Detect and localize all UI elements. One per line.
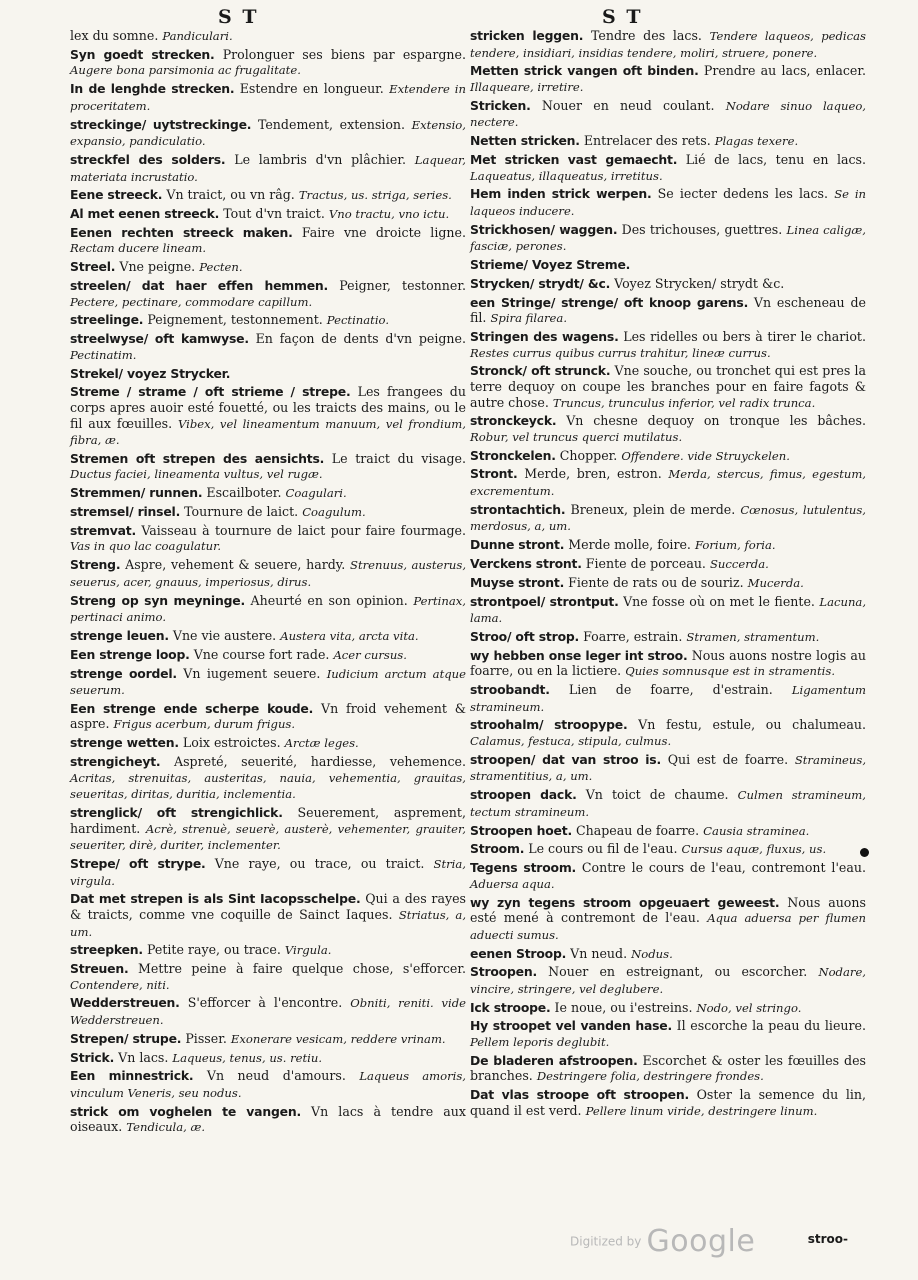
latin-gloss: Augere bona parsimonia ac frugalitate. [70,63,301,78]
watermark-prefix: Digitized by [570,1234,642,1249]
headword: Stront. [470,466,518,482]
dictionary-entry [70,593,466,626]
headword: Strieme/ Voyez Streme. [470,257,631,273]
dictionary-entry [70,628,466,645]
headword: Muyse stront. [470,574,565,590]
dictionary-entry [470,823,866,840]
headword: Streng. [70,557,121,573]
dictionary-entry [470,363,866,411]
latin-gloss: Virgula. [284,943,332,958]
french-gloss: Faire vne droicte ligne. [301,224,466,240]
latin-gloss: Exonerare vesicam, reddere vrinam. [230,1031,446,1046]
dictionary-entry [470,895,866,944]
french-gloss: Tendement, extension. [257,116,406,132]
dictionary-entry [70,995,466,1028]
headword: strenge oordel. [70,665,177,681]
headword: Met stricken vast gemaecht. [470,151,678,167]
headword: Stronck/ oft strunck. [470,363,611,379]
french-gloss: Foarre, estrain. [583,628,683,644]
latin-gloss: Culmen stramineum, tectum stramineum. [470,788,866,819]
latin-gloss: Pecten. [199,260,243,275]
header-left: S T [218,6,259,28]
latin-gloss: Stria, virgula. [70,856,466,888]
french-gloss: Se iecter dedens les lacs. [657,186,829,202]
headword: stroopen dack. [470,787,577,803]
latin-gloss: Stramen, stramentum. [686,629,820,644]
french-gloss: Entrelacer des rets. [583,133,711,149]
dictionary-entry [70,504,466,521]
latin-gloss: Destringere folia, destringere frondes. [536,1069,764,1084]
latin-gloss: Lacuna, lama. [470,594,867,626]
headword: strick om voghelen te vangen. [70,1103,301,1119]
latin-gloss: Acer cursus. [333,647,407,662]
french-gloss: Merde, bren, estron. [524,466,662,482]
headword: Tegens stroom. [470,860,577,876]
french-gloss: Lié de lacs, tenu en lacs. [685,151,866,167]
french-gloss: Vn neud d'amours. [206,1068,346,1084]
latin-gloss: Nodo, vel stringo. [696,1000,802,1015]
french-gloss: Aspre, vehement & seuere, hardy. [125,557,346,573]
latin-gloss: Extensio, expansio, pandiculatio. [70,117,466,149]
french-gloss: Contre le cours de l'eau, contremont l'eau. [581,860,866,876]
headword: strenglick/ oft strengichlick. [70,805,283,820]
dictionary-entry [470,575,866,592]
headword: Stroopen hoet. [470,822,572,838]
header-right: S T [602,6,643,28]
headword: Dat vlas stroope oft stroopen. [470,1087,689,1103]
latin-gloss: Tractus, us. striga, series. [298,188,452,203]
headword: streckinge/ uytstreckinge. [70,116,252,132]
headword: Verckens stront. [470,556,582,571]
french-gloss: Voyez Strycken/ strydt &c. [614,275,785,291]
latin-gloss: Laqueus amoris, vinculum Veneris, seu nodus. [70,1069,466,1100]
latin-gloss: Coagulum. [302,505,366,520]
dictionary-entry [470,329,866,361]
headword: In de lenghde strecken. [70,81,235,97]
dictionary-entry [470,752,866,785]
french-gloss: Qui a des rayes & traicts, comme vne coquille de Sainct Iaques. [70,891,466,922]
latin-gloss: Spira filarea. [490,311,568,326]
headword: Hy stroopet vel vanden hase. [470,1018,673,1034]
dictionary-entry [470,295,866,327]
french-gloss: Il escorche la peau du lieure. [676,1018,866,1034]
headword: De bladeren afstroopen. [470,1052,638,1068]
latin-gloss: Plagas texere. [714,134,799,149]
latin-gloss: Vibex, vel lineamentum manuum, vel frondium, fibra, æ. [70,416,466,448]
dictionary-entry [470,28,866,61]
latin-gloss: Pertinax, pertinaci animo. [70,593,466,625]
french-gloss: Vne vie austere. [172,627,277,643]
french-gloss: Les frangees du corps apres auoir esté fouetté, ou les traicts des mains, ou le fil aux fœuilles. [70,384,466,431]
headword: strenge leuen. [70,627,169,643]
dictionary-entry [70,1104,466,1136]
latin-gloss: Arctæ leges. [284,736,359,751]
headword: stroobandt. [470,682,550,698]
latin-gloss: Restes currus quibus currus trahitur, lineæ currus. [470,345,771,360]
french-gloss: Aspreté, seuerité, hardiesse, vehemence. [173,754,466,770]
french-gloss: Oster la semence du lin, quand il est verd. [470,1087,867,1118]
headword: Hem inden strick werpen. [470,186,652,202]
dictionary-entry [70,206,466,223]
latin-gloss: Cursus aquæ, fluxus, us. [681,842,827,857]
dictionary-entry [470,502,866,535]
latin-gloss: Nodare sinuo laqueo, nectere. [470,98,866,130]
dictionary-entry [470,629,866,646]
latin-gloss: Striatus, a, um. [70,907,466,939]
french-gloss: Nous auons nostre logis au foarre, ou en la lictiere. [470,647,866,679]
headword: Strick. [70,1049,115,1065]
french-gloss: Pisser. [185,1030,227,1046]
headword: Ick stroope. [470,999,551,1015]
latin-gloss: Nodus. [631,946,673,961]
latin-gloss: Pandiculari. [162,29,233,43]
dictionary-entry [70,28,466,45]
dictionary-entry [70,366,466,383]
dictionary-entry [70,557,466,590]
dictionary-entry [470,1000,866,1017]
catchword: stroo- [807,1232,848,1246]
dictionary-entry [470,222,866,255]
french-gloss: Vne course fort rade. [193,646,330,662]
running-header [0,6,918,28]
french-gloss: Escorchet & oster les fœuilles des branches. [470,1052,866,1084]
headword: strengicheyt. [70,754,161,770]
headword: Stroom. [470,841,525,857]
latin-gloss: Laqueus, tenus, us. retiu. [172,1050,323,1065]
dictionary-entry [470,946,866,963]
dictionary-entry [70,47,466,79]
headword: Stremen oft strepen des aensichts. [70,450,325,466]
french-gloss: Aheurté en son opinion. [250,592,408,608]
french-gloss: Vne souche, ou tronchet qui est pres la terre dequoy on coupe les branches pour en faire fagots & autre chose. [470,363,866,410]
french-gloss: Prolonguer ses biens par espargne. [222,46,466,62]
latin-gloss: Aduersa aqua. [470,876,555,891]
latin-gloss: Mucerda. [747,575,804,590]
latin-gloss: Tendicula, æ. [126,1120,206,1135]
latin-gloss: Stramineus, stramentitius, a, um. [470,752,866,784]
headword: Streel. [70,259,116,275]
french-gloss: Vne fosse où on met le fiente. [623,593,815,609]
french-gloss: Vn lacs à tendre aux oiseaux. [70,1103,466,1135]
french-gloss: Vn escheneau de fil. [470,294,866,326]
headword: streelwyse/ oft kamwyse. [70,331,249,347]
dictionary-entry [470,787,866,820]
headword: stroohalm/ stroopype. [470,717,628,733]
french-gloss: Vn toict de chaume. [585,787,729,803]
dictionary-entry [470,152,866,184]
headword: streepken. [70,942,143,958]
french-gloss: Chapeau de foarre. [575,822,700,838]
french-gloss: Vaisseau à tournure de laict pour faire fourmage. [141,522,466,538]
right-column [470,28,866,1122]
latin-gloss: Rectam ducere lineam. [70,241,207,256]
dictionary-entry [470,1053,866,1085]
french-gloss: Tournure de laict. [184,504,299,520]
french-gloss: Le traict du visage. [331,450,466,466]
headword: Streuen. [70,961,129,977]
dictionary-entry [70,81,466,114]
headword: Netten stricken. [470,133,580,149]
french-gloss: En façon de dents d'vn peigne. [255,331,466,347]
latin-gloss: Merda, stercus, fimus, egestum, excrementum. [470,467,866,499]
dictionary-entry [70,701,466,733]
headword: Dunne stront. [470,537,565,553]
latin-gloss: Ductus faciei, lineamenta vultus, vel rugæ. [70,467,323,482]
headword: eenen Stroop. [470,945,567,961]
latin-gloss: Coagulari. [285,486,347,501]
french-gloss: S'efforcer à l'encontre. [187,995,343,1011]
latin-gloss: Pellem leporis deglubit. [470,1035,610,1050]
headword: stremsel/ rinsel. [70,504,181,520]
dictionary-entry [470,717,866,749]
latin-gloss: Aqua aduersa per flumen aduecti sumus. [470,911,866,942]
french-gloss: Tendre des lacs. [590,28,702,43]
latin-gloss: Nodare, vincire, stringere, vel deglubere. [470,965,866,996]
dictionary-entry [470,276,866,293]
latin-gloss: Pellere linum viride, destringere linum. [585,1103,818,1118]
dictionary-entry [70,485,466,502]
dictionary-entry [70,666,466,699]
dictionary-entry [470,186,866,219]
headword: Streng op syn meyninge. [70,592,245,608]
headword: stremvat. [70,522,136,538]
french-gloss: Loix estroictes. [182,735,281,751]
latin-gloss: Acritas, strenuitas, austeritas, nauia, vehementia, grauitas, seueritas, diritas, duritia, inclementia. [70,770,466,802]
dictionary-entry [70,451,466,483]
headword: streelinge. [70,312,144,328]
latin-gloss: Succerda. [709,557,769,571]
dictionary-entry [70,1050,466,1067]
french-gloss: Estendre en longueur. [239,81,384,97]
french-gloss: Le lambris d'vn plâchier. [234,151,406,167]
latin-gloss: Truncus, trunculus inferior, vel radix trunca. [552,395,816,410]
latin-gloss: Robur, vel truncus querci mutilatus. [470,429,683,444]
dictionary-entry [470,466,866,499]
french-gloss: Chopper. [559,447,618,463]
latin-gloss: Quies somnusque est in stramentis. [625,664,836,679]
headword: Stroopen. [470,964,537,980]
headword: wy zyn tegens stroom opgeuaert geweest. [470,894,780,910]
latin-gloss: Calamus, festuca, stipula, culmus. [470,734,672,749]
french-gloss: Qui est de foarre. [667,751,789,767]
dictionary-entry [70,312,466,329]
latin-gloss: Pectere, pectinare, commodare capillum. [70,294,313,309]
headword: Strekel/ voyez Strycker. [70,365,231,381]
latin-gloss: Se in laqueos inducere. [470,187,867,218]
french-gloss: Nouer en neud coulant. [541,97,715,113]
french-gloss: Escailboter. [206,485,282,501]
latin-gloss: Laquear, materiata incrustatio. [70,152,466,184]
dictionary-entry [470,98,866,131]
headword: Al met eenen streeck. [70,206,220,222]
french-gloss: lex du somne. [70,28,159,43]
dictionary-entry [470,860,866,892]
latin-gloss: Linea caligæ, fasciæ, perones. [470,222,866,254]
latin-gloss: Pectinatio. [326,313,390,328]
dictionary-entry [70,187,466,204]
french-gloss: Fiente de porceau. [585,556,706,571]
dictionary-entry [70,1068,466,1101]
headword: Een minnestrick. [70,1068,194,1084]
headword: Syn goedt strecken. [70,46,215,62]
dictionary-entry [470,448,866,465]
dictionary-entry [70,384,466,448]
dictionary-entry [70,942,466,959]
french-gloss: Vn festu, estule, ou chalumeau. [638,717,866,733]
french-gloss: Peigner, testonner. [339,278,466,293]
dictionary-entry [70,647,466,664]
french-gloss: Breneux, plein de merde. [570,501,736,517]
latin-gloss: Vas in quo lac coagulatur. [70,539,222,554]
dictionary-entry [470,413,866,445]
headword: Wedderstreuen. [70,995,180,1011]
headword: streelen/ dat haer effen hemmen. [70,278,329,293]
headword: Stremmen/ runnen. [70,485,203,501]
latin-gloss: Laqueatus, illaqueatus, irretitus. [470,168,663,183]
dictionary-entry [70,523,466,555]
french-gloss: Mettre peine à faire quelque chose, s'efforcer. [137,961,466,977]
dictionary-entry [70,856,466,889]
french-gloss: Vn neud. [570,945,628,961]
french-gloss: Peignement, testonnement. [147,312,323,328]
latin-gloss: Iudicium arctum atque seuerum. [70,666,466,698]
headword: streckfel des solders. [70,151,226,167]
dictionary-entry [470,1087,866,1119]
dictionary-entry [470,841,866,858]
latin-gloss: Contendere, niti. [70,977,170,992]
latin-gloss: Frigus acerbum, durum frigus. [113,717,296,732]
dictionary-entry [470,648,866,680]
headword: Stringen des wagens. [470,328,619,344]
dictionary-entry [470,682,866,715]
headword: wy hebben onse leger int stroo. [470,647,688,663]
dictionary-entry [70,735,466,752]
dictionary-entry [470,964,866,997]
french-gloss: Le cours ou fil de l'eau. [528,841,678,857]
french-gloss: Ie noue, ou i'estreins. [554,999,693,1015]
french-gloss: Vn chesne dequoy on tronque les bâches. [566,413,866,429]
french-gloss: Lien de foarre, d'estrain. [568,682,773,698]
dictionary-entry [470,594,866,627]
latin-gloss: Causia straminea. [703,823,810,838]
dictionary-entry [70,152,466,185]
french-gloss: Vne raye, ou trace, ou traict. [214,855,425,871]
dictionary-entry [470,133,866,150]
french-gloss: Nous auons esté mené à contremont de l'eau. [470,894,866,926]
french-gloss: Vn froid vehement & aspre. [70,700,466,732]
dictionary-entry [470,537,866,554]
dictionary-entry [70,331,466,363]
dictionary-entry [70,961,466,993]
french-gloss: Petite raye, ou trace. [146,942,281,958]
dictionary-entry [470,556,866,573]
latin-gloss: Acrè, strenuè, seuerè, austerè, vehementer, grauiter, seueriter, dirè, duriter, inclementer. [70,821,466,853]
google-logo: Google [646,1224,756,1259]
headword: Strepen/ strupe. [70,1030,182,1046]
latin-gloss: Pectinatim. [70,347,137,362]
left-column [70,28,466,1138]
headword: strontpoel/ strontput. [470,593,619,609]
latin-gloss: Illaqueare, irretire. [470,79,584,94]
latin-gloss: Vno tractu, vno ictu. [328,207,450,222]
headword: stroopen/ dat van stroo is. [470,751,661,767]
latin-gloss: Cœnosus, lutulentus, merdosus, a, um. [470,502,866,534]
french-gloss: Nouer en estreignant, ou escorcher. [548,964,808,980]
french-gloss: Vn lacs. [118,1049,169,1065]
latin-gloss: Austera vita, arcta vita. [280,628,419,643]
headword: Dat met strepen is als Sint Iacopsschelpe. [70,891,361,907]
digitized-watermark [570,1224,755,1259]
dictionary-entry [70,891,466,940]
headword: Stricken. [470,97,531,113]
headword: stricken leggen. [470,28,584,43]
french-gloss: Les ridelles ou bers à tirer le chariot. [623,328,866,344]
latin-gloss: Extendere in proceritatem. [70,82,466,113]
dictionary-entry [70,117,466,150]
dictionary-entry [470,63,866,95]
headword: Stroo/ oft strop. [470,628,580,644]
french-gloss: Merde molle, foire. [568,537,691,553]
latin-gloss: Obniti, reniti. vide Wedderstreuen. [70,996,466,1028]
ink-blot [860,848,869,857]
french-gloss: Seuerement, asprement, hardiment. [70,805,466,836]
french-gloss: Vn iugement seuere. [183,665,321,681]
headword: strontachtich. [470,501,566,517]
dictionary-entry [70,259,466,276]
dictionary-entry [70,278,466,310]
headword: strenge wetten. [70,735,179,751]
latin-gloss: Strenuus, austerus, seuerus, acer, gnauus, imperiosus, dirus. [70,558,467,589]
headword: Strickhosen/ waggen. [470,221,618,237]
headword: stronckeyck. [470,413,557,429]
dictionary-entry [70,754,466,803]
french-gloss: Vne peigne. [119,259,196,275]
headword: Strepe/ oft strype. [70,855,206,871]
latin-gloss: Ligamentum stramineum. [470,683,866,714]
french-gloss: Fiente de rats ou de souriz. [568,574,744,590]
headword: een Stringe/ strenge/ oft knoop garens. [470,294,749,310]
headword: Strycken/ strydt/ &c. [470,275,611,291]
headword: Eenen rechten streeck maken. [70,224,293,240]
headword: Een strenge loop. [70,646,190,662]
latin-gloss: Tendere laqueos, pedicas tendere, insidiari, insidias tendere, moliri, struere, ponere. [470,29,866,60]
french-gloss: Vn traict, ou vn râg. [166,187,295,203]
french-gloss: Prendre au lacs, enlacer. [703,63,866,79]
headword: Eene streeck. [70,187,163,203]
dictionary-entry [70,225,466,257]
headword: Streme / strame / oft strieme / strepe. [70,384,351,400]
french-gloss: Des trichouses, guettres. [621,221,783,237]
dictionary-entry [470,1018,866,1050]
dictionary-entry [70,1031,466,1048]
headword: Metten strick vangen oft binden. [470,63,699,79]
latin-gloss: Offendere. vide Struyckelen. [621,448,790,463]
headword: Stronckelen. [470,447,556,463]
headword: Een strenge ende scherpe koude. [70,700,314,716]
latin-gloss: Forium, foria. [694,538,776,553]
dictionary-entry [470,257,866,274]
dictionary-entry [70,805,466,854]
french-gloss: Tout d'vn traict. [223,206,325,222]
